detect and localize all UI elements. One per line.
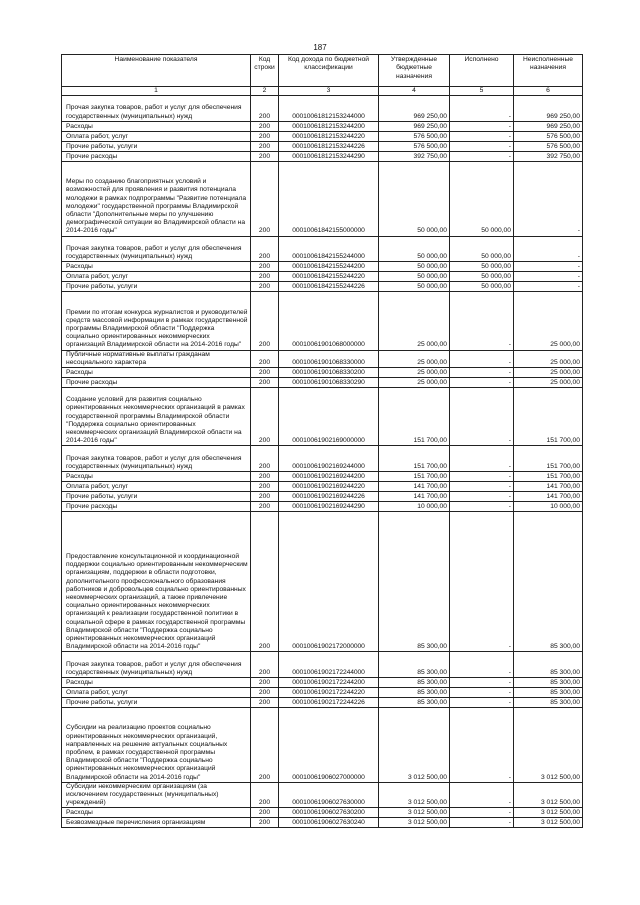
row-code: 200 — [251, 471, 279, 481]
row-unexecuted: - — [514, 161, 583, 236]
table-row — [62, 707, 583, 782]
row-approved: 50 000,00 — [379, 272, 450, 282]
row-code: 200 — [251, 677, 279, 687]
header-approved: Утвержденные бюджетные назначения — [379, 55, 450, 87]
row-code: 200 — [251, 446, 279, 472]
table-row — [62, 697, 583, 707]
row-classification-code: 00010061902172244000 — [279, 652, 379, 678]
column-number-row — [62, 87, 583, 96]
row-classification-code: 00010061901068330290 — [279, 377, 379, 387]
row-unexecuted: 392 750,00 — [514, 151, 583, 161]
table-row — [62, 236, 583, 262]
row-unexecuted: 85 300,00 — [514, 511, 583, 651]
row-executed: - — [450, 377, 514, 387]
row-name: Расходы — [62, 262, 251, 272]
row-classification-code: 00010061901068330000 — [279, 350, 379, 367]
row-executed: - — [450, 511, 514, 651]
row-unexecuted: 151 700,00 — [514, 387, 583, 445]
budget-execution-table — [61, 54, 583, 828]
table-row — [62, 121, 583, 131]
page-number: 187 — [313, 43, 327, 52]
row-classification-code: 00010061902169244220 — [279, 481, 379, 491]
column-number: 3 — [279, 87, 379, 96]
row-classification-code: 00010061902169244200 — [279, 471, 379, 481]
row-code: 200 — [251, 367, 279, 377]
row-approved: 141 700,00 — [379, 481, 450, 491]
row-classification-code: 00010061842155244226 — [279, 282, 379, 292]
row-approved: 392 750,00 — [379, 151, 450, 161]
row-approved: 25 000,00 — [379, 367, 450, 377]
row-unexecuted: - — [514, 272, 583, 282]
row-approved: 151 700,00 — [379, 471, 450, 481]
table-row — [62, 782, 583, 808]
table-row — [62, 491, 583, 501]
row-code: 200 — [251, 96, 279, 122]
table-row — [62, 511, 583, 651]
row-classification-code: 00010061906027630000 — [279, 782, 379, 808]
table-row — [62, 687, 583, 697]
row-name: Безвозмездные перечисления организациям — [62, 818, 251, 828]
table-row — [62, 808, 583, 818]
table-row — [62, 446, 583, 472]
table-row — [62, 350, 583, 367]
row-classification-code: 00010061812153244226 — [279, 141, 379, 151]
row-unexecuted: 151 700,00 — [514, 446, 583, 472]
row-code: 200 — [251, 236, 279, 262]
row-name: Расходы — [62, 677, 251, 687]
row-classification-code: 00010061812153244290 — [279, 151, 379, 161]
row-approved: 50 000,00 — [379, 161, 450, 236]
row-unexecuted: 85 300,00 — [514, 697, 583, 707]
row-code: 200 — [251, 707, 279, 782]
row-executed: - — [450, 151, 514, 161]
row-name: Расходы — [62, 471, 251, 481]
row-classification-code: 00010061902169244226 — [279, 491, 379, 501]
row-code: 200 — [251, 141, 279, 151]
table-row — [62, 481, 583, 491]
row-unexecuted: 969 250,00 — [514, 96, 583, 122]
table-row — [62, 387, 583, 445]
row-unexecuted: 3 012 500,00 — [514, 782, 583, 808]
table-row — [62, 161, 583, 236]
row-unexecuted: 85 300,00 — [514, 687, 583, 697]
row-name: Прочая закупка товаров, работ и услуг для обеспечения государственных (муниципальных) нужд — [62, 652, 251, 678]
row-name: Прочие расходы — [62, 151, 251, 161]
row-name: Прочая закупка товаров, работ и услуг для обеспечения государственных (муниципальных) нужд — [62, 236, 251, 262]
row-name: Субсидии некоммерческим организациям (за исключением государственных (муниципальных) учреждений) — [62, 782, 251, 808]
row-name: Оплата работ, услуг — [62, 481, 251, 491]
row-approved: 85 300,00 — [379, 687, 450, 697]
row-executed: - — [450, 818, 514, 828]
row-name: Оплата работ, услуг — [62, 687, 251, 697]
row-unexecuted: 969 250,00 — [514, 121, 583, 131]
row-unexecuted: 25 000,00 — [514, 350, 583, 367]
row-code: 200 — [251, 818, 279, 828]
row-name: Прочая закупка товаров, работ и услуг для обеспечения государственных (муниципальных) нужд — [62, 446, 251, 472]
table-row — [62, 131, 583, 141]
row-code: 200 — [251, 697, 279, 707]
header-name: Наименование показателя — [62, 55, 251, 87]
row-executed: - — [450, 350, 514, 367]
row-classification-code: 00010061901068330200 — [279, 367, 379, 377]
row-code: 200 — [251, 511, 279, 651]
row-unexecuted: 25 000,00 — [514, 367, 583, 377]
row-approved: 3 012 500,00 — [379, 808, 450, 818]
row-executed: - — [450, 387, 514, 445]
row-code: 200 — [251, 292, 279, 350]
row-name: Прочие расходы — [62, 501, 251, 511]
row-unexecuted: 25 000,00 — [514, 292, 583, 350]
row-code: 200 — [251, 501, 279, 511]
row-executed: - — [450, 808, 514, 818]
row-name: Прочие расходы — [62, 377, 251, 387]
row-approved: 50 000,00 — [379, 282, 450, 292]
row-unexecuted: 576 500,00 — [514, 141, 583, 151]
row-name: Создание условий для развития социально ориентированных некоммерческих организаций в рамках государственной программы Владимирской области "Поддержка социально ориентированных некоммерческих организаций Владимирской области на 2014-2016 годы" — [62, 387, 251, 445]
row-code: 200 — [251, 491, 279, 501]
row-name: Расходы — [62, 367, 251, 377]
row-name: Оплата работ, услуг — [62, 131, 251, 141]
row-executed: - — [450, 707, 514, 782]
row-unexecuted: 576 500,00 — [514, 131, 583, 141]
row-name: Прочие работы, услуги — [62, 282, 251, 292]
row-code: 200 — [251, 121, 279, 131]
row-classification-code: 00010061902169244290 — [279, 501, 379, 511]
row-executed: - — [450, 481, 514, 491]
row-approved: 25 000,00 — [379, 292, 450, 350]
table-row — [62, 151, 583, 161]
row-name: Расходы — [62, 808, 251, 818]
column-number: 2 — [251, 87, 279, 96]
row-executed: 50 000,00 — [450, 272, 514, 282]
row-name: Меры по созданию благоприятных условий и возможностей для проявления и развития потенциала молодежи в рамках подпрограммы "Развитие потенциала молодежи" государственной программы Владимирской области "Дополнительные меры по улучшению демографической ситуации во Владимирской области на 2014-2016 годы" — [62, 161, 251, 236]
row-approved: 50 000,00 — [379, 262, 450, 272]
row-approved: 576 500,00 — [379, 141, 450, 151]
row-executed: 50 000,00 — [450, 236, 514, 262]
row-executed: - — [450, 697, 514, 707]
row-executed: - — [450, 491, 514, 501]
row-classification-code: 00010061842155000000 — [279, 161, 379, 236]
row-code: 200 — [251, 377, 279, 387]
row-unexecuted: 85 300,00 — [514, 677, 583, 687]
row-classification-code: 00010061906027000000 — [279, 707, 379, 782]
row-approved: 85 300,00 — [379, 697, 450, 707]
row-executed: - — [450, 292, 514, 350]
row-name: Публичные нормативные выплаты гражданам несоциального характера — [62, 350, 251, 367]
row-name: Прочая закупка товаров, работ и услуг для обеспечения государственных (муниципальных) нужд — [62, 96, 251, 122]
row-unexecuted: 141 700,00 — [514, 481, 583, 491]
row-classification-code: 00010061812153244220 — [279, 131, 379, 141]
row-classification-code: 00010061842155244220 — [279, 272, 379, 282]
row-classification-code: 00010061906027630240 — [279, 818, 379, 828]
row-approved: 141 700,00 — [379, 491, 450, 501]
table-row — [62, 652, 583, 678]
row-classification-code: 00010061842155244200 — [279, 262, 379, 272]
row-classification-code: 00010061902172244200 — [279, 677, 379, 687]
row-classification-code: 00010061902169244000 — [279, 446, 379, 472]
table-row — [62, 471, 583, 481]
row-executed: - — [450, 471, 514, 481]
header-executed: Исполнено — [450, 55, 514, 87]
column-number: 4 — [379, 87, 450, 96]
row-approved: 10 000,00 — [379, 501, 450, 511]
row-executed: - — [450, 121, 514, 131]
row-approved: 85 300,00 — [379, 511, 450, 651]
row-classification-code: 00010061842155244000 — [279, 236, 379, 262]
row-unexecuted: 10 000,00 — [514, 501, 583, 511]
row-executed: - — [450, 446, 514, 472]
row-unexecuted: 3 012 500,00 — [514, 808, 583, 818]
row-unexecuted: 151 700,00 — [514, 471, 583, 481]
row-approved: 151 700,00 — [379, 446, 450, 472]
table-row — [62, 677, 583, 687]
row-unexecuted: - — [514, 262, 583, 272]
row-name: Расходы — [62, 121, 251, 131]
row-classification-code: 00010061901068000000 — [279, 292, 379, 350]
row-classification-code: 00010061902172000000 — [279, 511, 379, 651]
header-code: Код строки — [251, 55, 279, 87]
row-executed: - — [450, 131, 514, 141]
row-unexecuted: 3 012 500,00 — [514, 818, 583, 828]
row-name: Прочие работы, услуги — [62, 141, 251, 151]
row-unexecuted: 141 700,00 — [514, 491, 583, 501]
column-number: 5 — [450, 87, 514, 96]
table-row — [62, 262, 583, 272]
row-approved: 969 250,00 — [379, 96, 450, 122]
row-classification-code: 00010061812153244200 — [279, 121, 379, 131]
table-row — [62, 282, 583, 292]
row-classification-code: 00010061812153244000 — [279, 96, 379, 122]
row-approved: 576 500,00 — [379, 131, 450, 141]
table-row — [62, 141, 583, 151]
row-code: 200 — [251, 350, 279, 367]
row-executed: - — [450, 677, 514, 687]
row-code: 200 — [251, 151, 279, 161]
row-approved: 969 250,00 — [379, 121, 450, 131]
row-code: 200 — [251, 481, 279, 491]
table-row — [62, 96, 583, 122]
row-name: Предоставление консультационной и координационной поддержки социально ориентированным некоммерческим организациям, поддержки в области подготовки, дополнительного профессионального образования работников и добровольцев социально ориентированных некоммерческих организаций, а также привлечение социально ориентированных некоммерческих организаций к реализации государственной политики в социальной сфере в рамках государственной программы Владимирской области "Поддержка социально ориентированных некоммерческих организаций Владимирской области на 2014-2016 годы" — [62, 511, 251, 651]
row-code: 200 — [251, 262, 279, 272]
row-approved: 25 000,00 — [379, 350, 450, 367]
row-name: Прочие работы, услуги — [62, 697, 251, 707]
row-code: 200 — [251, 652, 279, 678]
row-executed: - — [450, 96, 514, 122]
row-executed: 50 000,00 — [450, 161, 514, 236]
table-row — [62, 272, 583, 282]
row-approved: 3 012 500,00 — [379, 707, 450, 782]
row-unexecuted: - — [514, 282, 583, 292]
row-code: 200 — [251, 782, 279, 808]
row-classification-code: 00010061902172244226 — [279, 697, 379, 707]
table-row — [62, 367, 583, 377]
table-body — [62, 96, 583, 828]
row-code: 200 — [251, 282, 279, 292]
row-classification-code: 00010061902172244220 — [279, 687, 379, 697]
column-number: 1 — [62, 87, 251, 96]
header-classification: Код дохода по бюджетной классификации — [279, 55, 379, 87]
row-approved: 50 000,00 — [379, 236, 450, 262]
row-code: 200 — [251, 272, 279, 282]
row-unexecuted: 25 000,00 — [514, 377, 583, 387]
row-executed: 50 000,00 — [450, 262, 514, 272]
header-row — [62, 55, 583, 87]
table-row — [62, 501, 583, 511]
row-code: 200 — [251, 808, 279, 818]
row-approved: 3 012 500,00 — [379, 818, 450, 828]
row-classification-code: 00010061902169000000 — [279, 387, 379, 445]
table-row — [62, 818, 583, 828]
row-classification-code: 00010061906027630200 — [279, 808, 379, 818]
row-name: Премии по итогам конкурса журналистов и руководителей средств массовой информации в рамках государственной программы Владимирской области "Поддержка социально ориентированных некоммерческих организаций Владимирской области на 2014-2016 годы" — [62, 292, 251, 350]
row-executed: - — [450, 141, 514, 151]
row-executed: - — [450, 687, 514, 697]
row-code: 200 — [251, 161, 279, 236]
row-unexecuted: 85 300,00 — [514, 652, 583, 678]
row-approved: 85 300,00 — [379, 652, 450, 678]
row-name: Прочие работы, услуги — [62, 491, 251, 501]
column-number: 6 — [514, 87, 583, 96]
row-executed: - — [450, 782, 514, 808]
row-name: Оплата работ, услуг — [62, 272, 251, 282]
row-executed: 50 000,00 — [450, 282, 514, 292]
row-code: 200 — [251, 387, 279, 445]
row-executed: - — [450, 652, 514, 678]
row-code: 200 — [251, 131, 279, 141]
row-approved: 151 700,00 — [379, 387, 450, 445]
row-approved: 3 012 500,00 — [379, 782, 450, 808]
row-executed: - — [450, 501, 514, 511]
table-row — [62, 292, 583, 350]
row-code: 200 — [251, 687, 279, 697]
row-approved: 85 300,00 — [379, 677, 450, 687]
row-unexecuted: - — [514, 236, 583, 262]
row-approved: 25 000,00 — [379, 377, 450, 387]
row-unexecuted: 3 012 500,00 — [514, 707, 583, 782]
header-unexecuted: Неисполненные назначения — [514, 55, 583, 87]
table-row — [62, 377, 583, 387]
row-name: Субсидии на реализацию проектов социально ориентированных некоммерческих организаций, направленных на решение актуальных социальных проблем, в рамках государственной программы Владимирской области "Поддержка социально ориентированных некоммерческих организаций Владимирской области на 2014-2016 годы" — [62, 707, 251, 782]
row-executed: - — [450, 367, 514, 377]
